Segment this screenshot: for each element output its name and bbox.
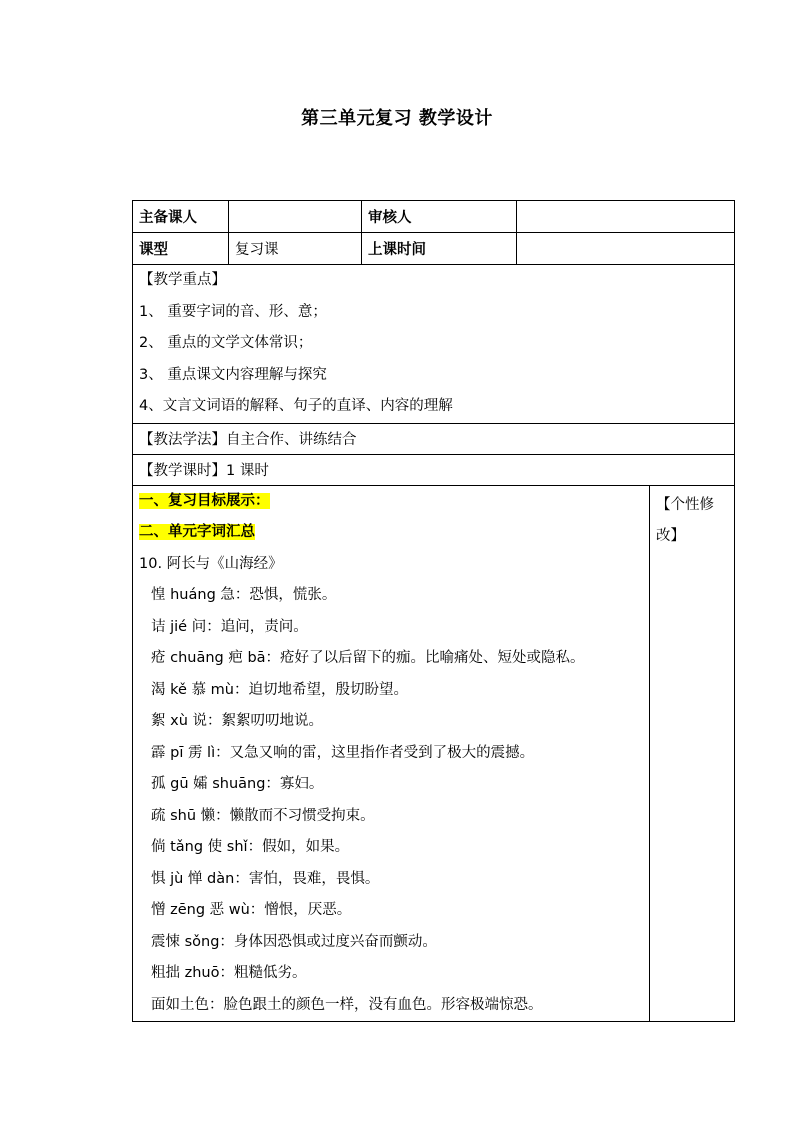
lesson-plan-table (132, 200, 735, 1022)
content-row (133, 485, 735, 1022)
time-label: 上课时间 (362, 233, 517, 265)
type-value: 复习课 (229, 233, 362, 265)
personal-notes-cell[interactable] (650, 485, 735, 1022)
focus-heading: 【教学重点】 (139, 272, 226, 288)
teaching-hours: 【教学课时】1 课时 (133, 454, 735, 485)
reviewer-label: 审核人 (362, 201, 517, 233)
vocab-item: 面如土色：脸色跟土的颜色一样，没有血色。形容极端惊恐。 (151, 996, 543, 1013)
vocab-item: 絮 xù 说：絮絮叨叨地说。 (151, 713, 323, 729)
preparer-value[interactable] (229, 201, 362, 233)
vocab-item: 霹 pī 雳 lì：又急又响的雷，这里指作者受到了极大的震撼。 (151, 744, 535, 761)
preparer-label: 主备课人 (133, 201, 229, 233)
vocab-item: 孤 gū 孀 shuāng：寡妇。 (151, 776, 324, 792)
teaching-focus-cell (133, 265, 735, 424)
focus-item: 1、 重要字词的音、形、意； (139, 303, 327, 320)
focus-item: 2、 重点的文学文体常识； (139, 335, 313, 351)
side-note-line-1: 【个性修 (656, 496, 714, 513)
vocab-item: 憎 zēng 恶 wù：憎恨，厌恶。 (151, 902, 352, 918)
teaching-method: 【教法学法】自主合作、讲练结合 (133, 423, 735, 454)
vocab-item: 诘 jié 问：追问，责问。 (151, 618, 308, 635)
vocab-item: 惧 jù 惮 dàn：害怕，畏难，畏惧。 (151, 870, 380, 887)
header-row-1 (133, 201, 735, 233)
focus-item: 3、 重点课文内容理解与探究 (139, 366, 327, 383)
hours-row (133, 454, 735, 485)
vocab-item: 惶 huáng 急：恐惧，慌张。 (151, 587, 337, 603)
section-heading-2: 二、单元字词汇总 (139, 524, 255, 540)
vocab-item: 疮 chuāng 疤 bā：疮好了以后留下的痂。比喻痛处、短处或隐私。 (151, 650, 585, 666)
reviewer-value[interactable] (517, 201, 735, 233)
lesson-title: 10. 阿长与《山海经》 (139, 555, 283, 572)
focus-item: 4、文言文词语的解释、句子的直译、内容的理解 (139, 398, 453, 414)
section-heading-1: 一、复习目标展示： (139, 492, 270, 509)
vocab-item: 粗拙 zhuō：粗糙低劣。 (151, 965, 307, 981)
content-cell (133, 485, 650, 1022)
page-title: 第三单元复习 教学设计 (301, 108, 493, 129)
header-row-2 (133, 233, 735, 265)
focus-row (133, 265, 735, 424)
type-label: 课型 (133, 233, 229, 265)
vocab-item: 震悚 sǒng：身体因恐惧或过度兴奋而颤动。 (151, 933, 437, 950)
side-note-line-2: 改】 (656, 527, 685, 544)
method-row (133, 423, 735, 454)
vocab-item: 疏 shū 懒：懒散而不习惯受拘束。 (151, 807, 375, 824)
vocab-item: 渴 kě 慕 mù：迫切地希望，殷切盼望。 (151, 681, 408, 698)
vocab-item: 倘 tǎng 使 shǐ：假如，如果。 (151, 839, 350, 855)
time-value[interactable] (517, 233, 735, 265)
